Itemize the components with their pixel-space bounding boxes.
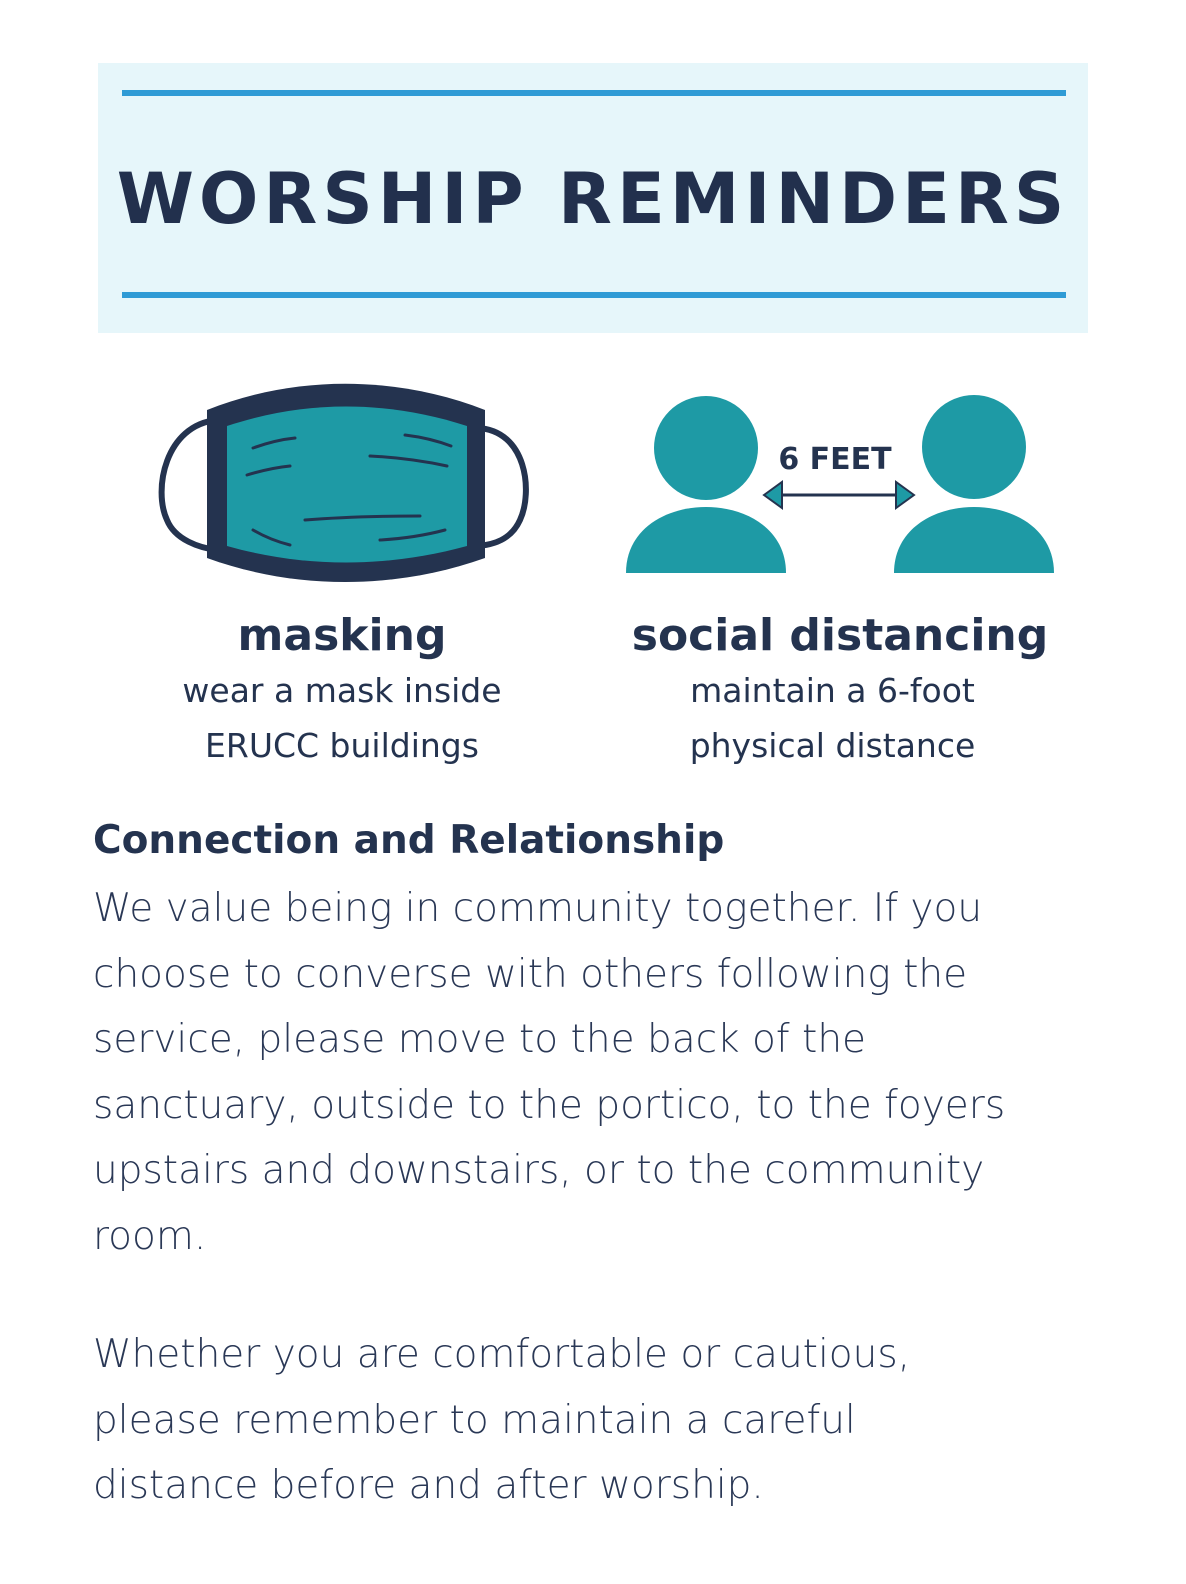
distancing-line: physical distance xyxy=(689,726,976,765)
header-banner xyxy=(98,63,1088,333)
distance-label: 6 FEET xyxy=(778,442,892,477)
header-top-rule xyxy=(122,90,1066,96)
paragraph-line: service, please move to the back of the xyxy=(93,1017,867,1062)
person-right-head-icon xyxy=(922,395,1026,499)
header-bottom-rule xyxy=(122,292,1066,298)
paragraph-line: upstairs and downstairs, or to the community xyxy=(93,1148,985,1193)
page-title: WORSHIP REMINDERS xyxy=(116,158,1070,240)
paragraph-line: room. xyxy=(93,1213,207,1259)
paragraph-line: distance before and after worship. xyxy=(93,1463,764,1508)
masking-line: ERUCC buildings xyxy=(205,726,479,765)
section-heading: Connection and Relationship xyxy=(93,818,725,863)
distancing-line: maintain a 6-foot xyxy=(690,671,975,710)
masking-line: wear a mask inside xyxy=(182,671,502,710)
masking-description xyxy=(122,663,562,773)
face-mask-icon xyxy=(155,380,535,590)
person-right-body-icon xyxy=(894,507,1054,573)
paragraph-line: choose to converse with others following the xyxy=(93,951,968,997)
paragraph-community xyxy=(93,876,1093,1269)
paragraph-line: please remember to maintain a careful xyxy=(93,1397,856,1443)
person-left-body-icon xyxy=(626,507,786,573)
paragraph-distance xyxy=(93,1322,1093,1519)
masking-title: masking xyxy=(237,610,447,661)
distancing-title: social distancing xyxy=(631,610,1049,661)
social-distancing-icon xyxy=(620,390,1060,580)
person-left-head-icon xyxy=(654,396,758,500)
paragraph-line: Whether you are comfortable or cautious, xyxy=(93,1332,911,1377)
paragraph-line: sanctuary, outside to the portico, to the foyers xyxy=(93,1082,1006,1128)
paragraph-line: We value being in community together. If you xyxy=(93,886,983,931)
distancing-description xyxy=(620,663,1045,773)
